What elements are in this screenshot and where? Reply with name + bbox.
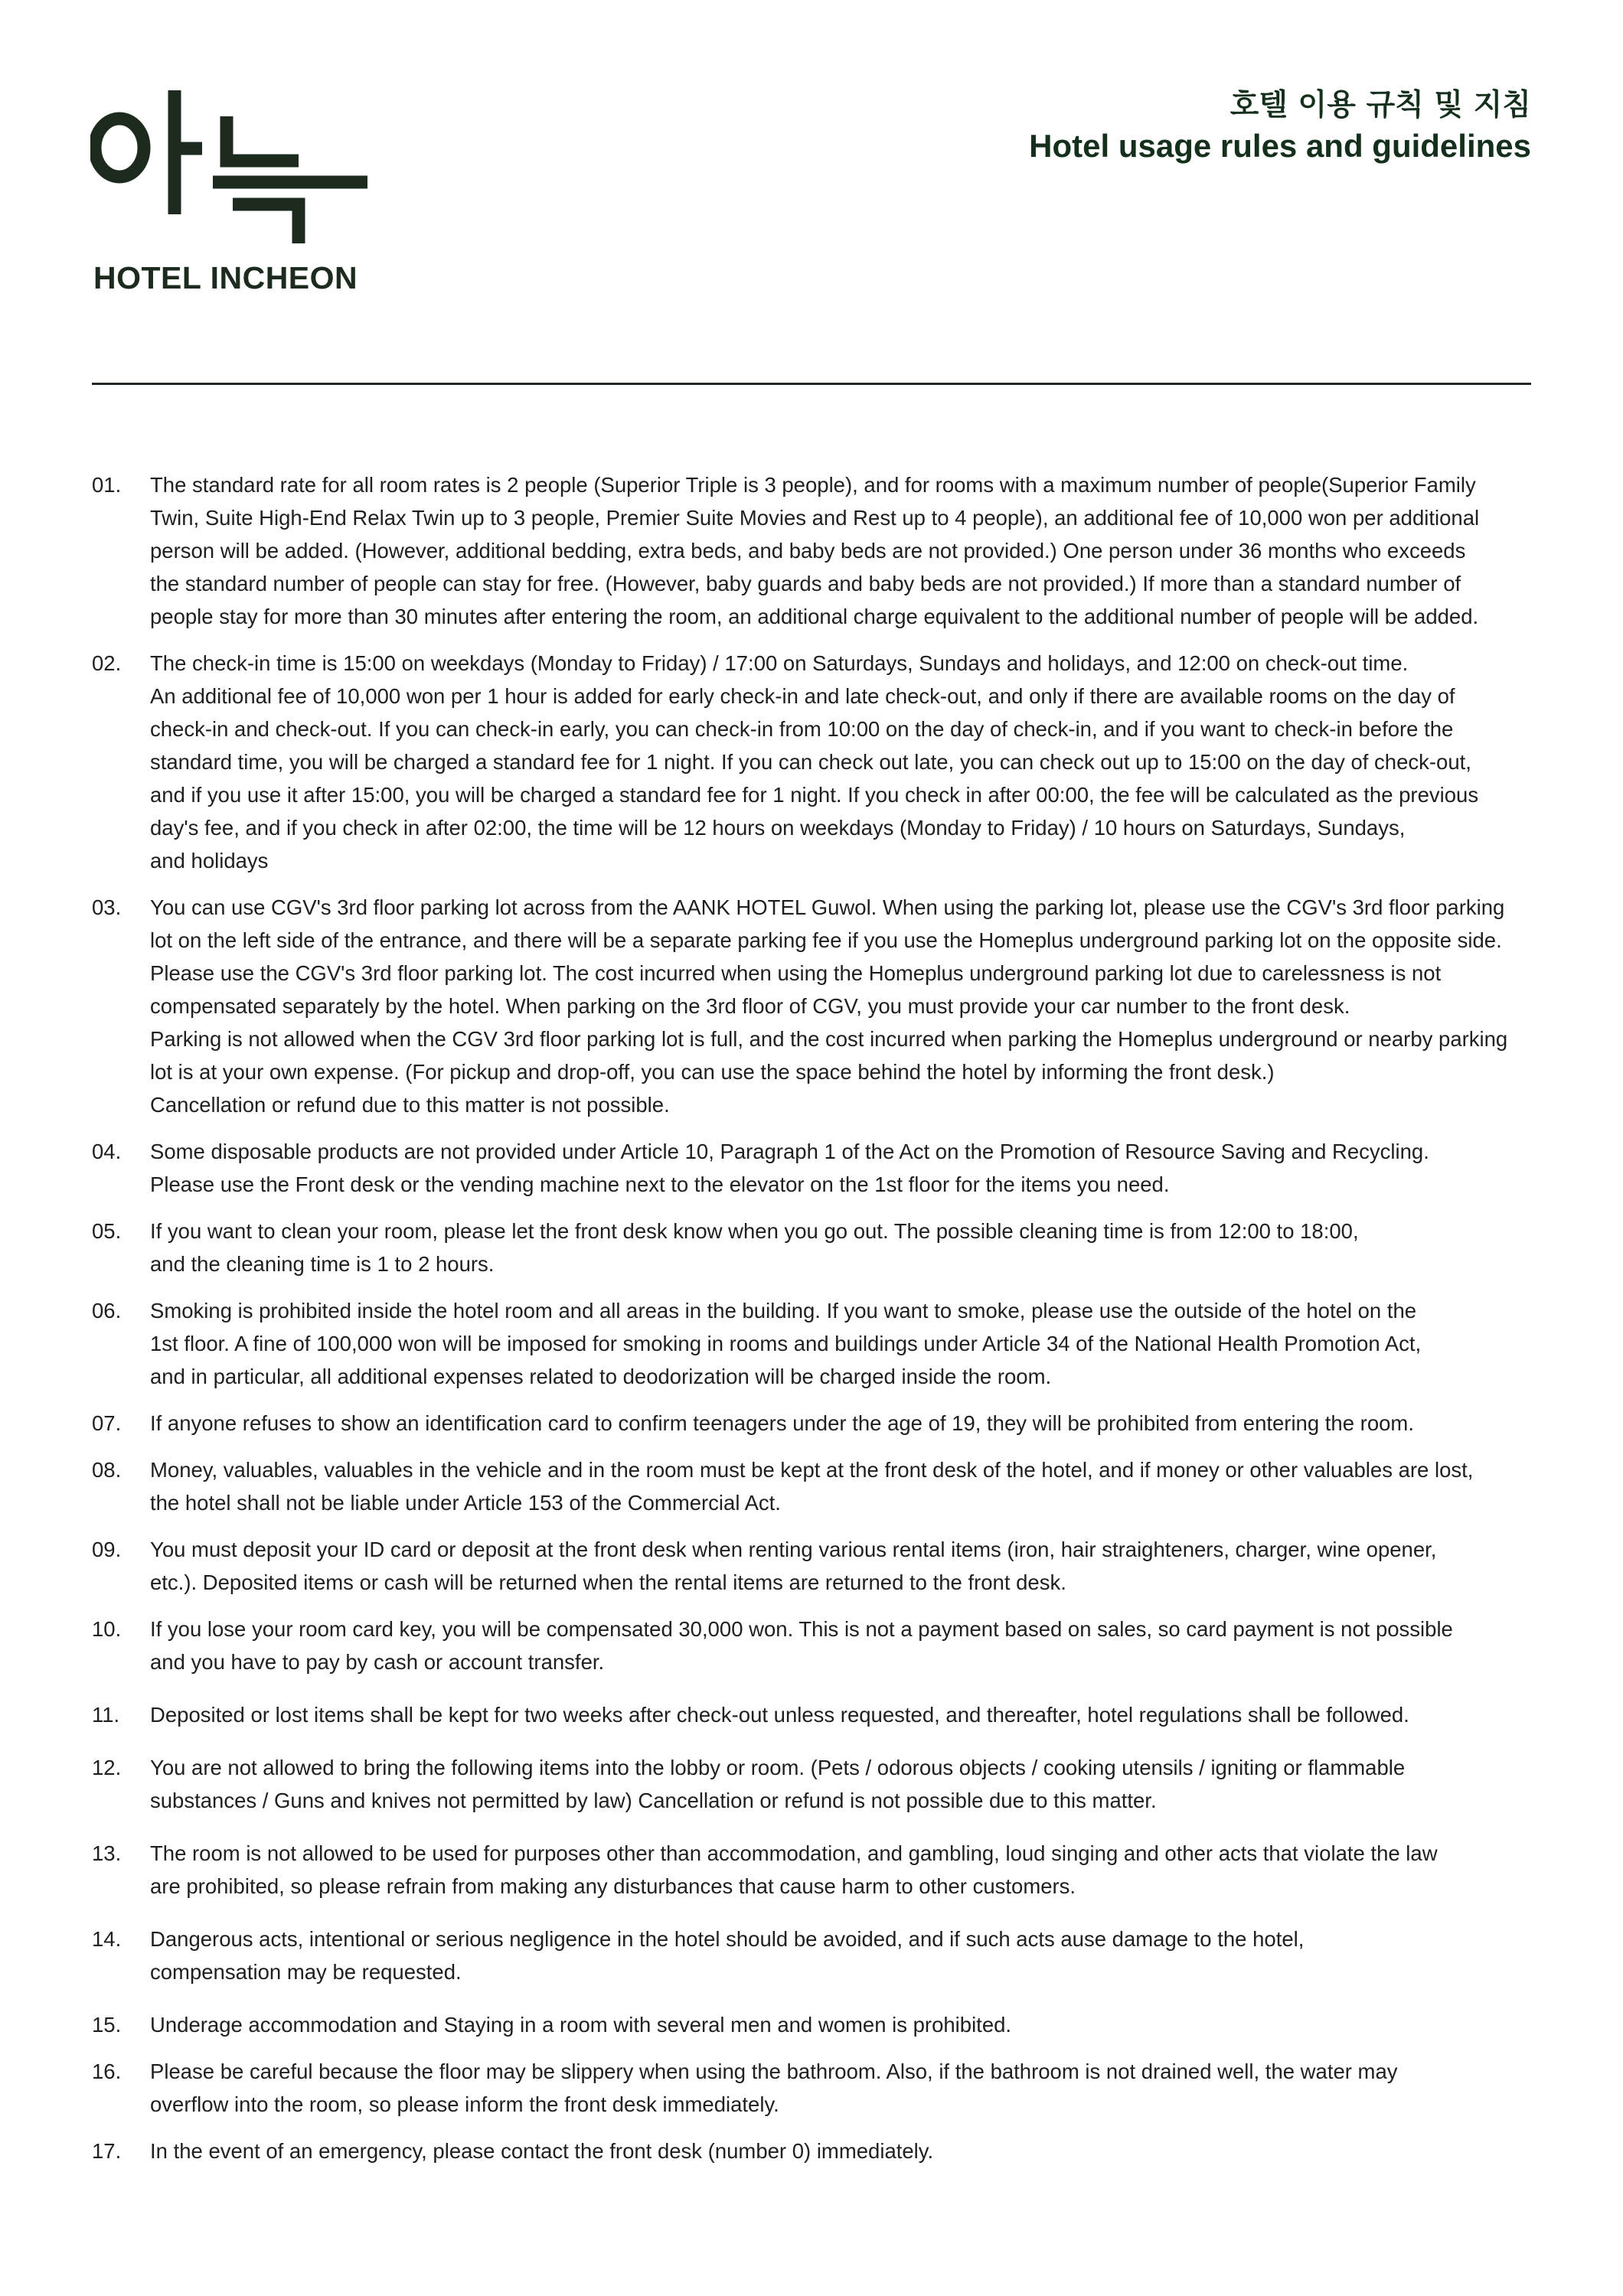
rule-text-line: If you lose your room card key, you will be compensated 30,000 won. This is not a payment based on sales, so card payment is not possible bbox=[150, 1617, 1453, 1641]
rule-text bbox=[150, 1294, 1569, 1393]
rule-number: 09. bbox=[92, 1538, 122, 1561]
rule-text-line: lot is at your own expense. (For pickup and drop-off, you can use the space behind the hotel by informing the front desk.) bbox=[150, 1060, 1275, 1084]
document-title bbox=[1029, 86, 1531, 167]
rule-text bbox=[150, 1453, 1569, 1519]
rule-text bbox=[150, 1837, 1569, 1903]
rule-text-line: compensation may be requested. bbox=[150, 1960, 462, 1984]
rule-number: 07. bbox=[92, 1411, 122, 1435]
rule-number: 01. bbox=[92, 473, 122, 497]
rule-text-line: and you have to pay by cash or account transfer. bbox=[150, 1650, 605, 1674]
rule-item bbox=[92, 1837, 1569, 1903]
rule-text bbox=[150, 2008, 1569, 2041]
hotel-logo bbox=[90, 84, 381, 295]
rule-text-line: You must deposit your ID card or deposit at the front desk when renting various rental items (iron, hair straighteners, charger, wine opener, bbox=[150, 1538, 1437, 1561]
rule-number: 12. bbox=[92, 1756, 122, 1779]
rule-text bbox=[150, 1135, 1569, 1201]
rule-text bbox=[150, 2055, 1569, 2121]
rule-text-line: You can use CGV's 3rd floor parking lot across from the AANK HOTEL Guwol. When using the parking lot, please use the CGV's 3rd floor parking bbox=[150, 895, 1505, 919]
rule-number: 17. bbox=[92, 2139, 122, 2163]
rule-text-line: lot on the left side of the entrance, and there will be a separate parking fee if you use the Homeplus underground parking lot on the opposite side. bbox=[150, 928, 1502, 952]
aneuk-logo-mark bbox=[90, 84, 381, 253]
rule-number: 06. bbox=[92, 1299, 122, 1322]
rule-number: 08. bbox=[92, 1458, 122, 1482]
rule-item bbox=[92, 1751, 1569, 1817]
rule-text-line: Twin, Suite High-End Relax Twin up to 3 people, Premier Suite Movies and Rest up to 4 people), an additional fee of 10,000 won per additional bbox=[150, 506, 1480, 530]
rule-item bbox=[92, 1453, 1569, 1519]
rule-text-line: the hotel shall not be liable under Article 153 of the Commercial Act. bbox=[150, 1491, 781, 1515]
rule-item bbox=[92, 2135, 1569, 2167]
rule-text-line: Please use the Front desk or the vending machine next to the elevator on the 1st floor for the items you need. bbox=[150, 1172, 1170, 1196]
rule-text-line: Please be careful because the floor may be slippery when using the bathroom. Also, if the bathroom is not drained well, the water may bbox=[150, 2060, 1398, 2083]
rule-text-line: If anyone refuses to show an identification card to confirm teenagers under the age of 19, they will be prohibited from entering the room. bbox=[150, 1411, 1414, 1435]
rule-text-line: standard time, you will be charged a standard fee for 1 night. If you can check out late, you can check out up to 15:00 on the day of check-out, bbox=[150, 750, 1471, 774]
rule-number: 14. bbox=[92, 1927, 122, 1951]
rule-text-line: Please use the CGV's 3rd floor parking lot. The cost incurred when using the Homeplus underground parking lot due to carelessness is not bbox=[150, 961, 1442, 985]
rule-text-line: people stay for more than 30 minutes after entering the room, an additional charge equivalent to the additional number of people will be added. bbox=[150, 605, 1479, 628]
rule-text-line: Money, valuables, valuables in the vehicle and in the room must be kept at the front desk of the hotel, and if money or other valuables are lost, bbox=[150, 1458, 1474, 1482]
rule-item bbox=[92, 1407, 1569, 1440]
rule-text-line: Smoking is prohibited inside the hotel room and all areas in the building. If you want to smoke, please use the outside of the hotel on the bbox=[150, 1299, 1417, 1322]
rules-list bbox=[92, 468, 1569, 2181]
rule-item bbox=[92, 468, 1569, 633]
rule-text-line: An additional fee of 10,000 won per 1 hour is added for early check-in and late check-out, and only if there are available rooms on the day of bbox=[150, 684, 1455, 708]
rule-item bbox=[92, 1533, 1569, 1599]
rule-item bbox=[92, 2008, 1569, 2041]
rule-text-line: compensated separately by the hotel. When parking on the 3rd floor of CGV, you must provide your car number to the front desk. bbox=[150, 994, 1350, 1018]
rule-item bbox=[92, 1613, 1569, 1678]
rule-item bbox=[92, 891, 1569, 1121]
rule-number: 03. bbox=[92, 895, 122, 919]
rule-number: 16. bbox=[92, 2060, 122, 2083]
rule-text-line: Some disposable products are not provided under Article 10, Paragraph 1 of the Act on the Promotion of Resource Saving and Recycling. bbox=[150, 1140, 1429, 1163]
rule-number: 11. bbox=[92, 1703, 120, 1727]
rule-number: 04. bbox=[92, 1140, 122, 1163]
rule-text-line: In the event of an emergency, please contact the front desk (number 0) immediately. bbox=[150, 2139, 934, 2163]
rule-text-line: overflow into the room, so please inform the front desk immediately. bbox=[150, 2092, 779, 2116]
rule-item bbox=[92, 1698, 1569, 1731]
rule-item bbox=[92, 1135, 1569, 1201]
rule-text bbox=[150, 1698, 1569, 1731]
rule-text-line: You are not allowed to bring the following items into the lobby or room. (Pets / odorous objects / cooking utensils / igniting or flammable bbox=[150, 1756, 1406, 1779]
rule-text-line: substances / Guns and knives not permitted by law) Cancellation or refund is not possible due to this matter. bbox=[150, 1789, 1157, 1812]
rule-item bbox=[92, 1923, 1569, 1988]
rule-text-line: and holidays bbox=[150, 849, 269, 872]
rule-text-line: Dangerous acts, intentional or serious negligence in the hotel should be avoided, and if such acts ause damage to the hotel, bbox=[150, 1927, 1305, 1951]
hotel-name: HOTEL INCHEON bbox=[93, 260, 358, 295]
rule-text bbox=[150, 1215, 1569, 1280]
rule-text bbox=[150, 1613, 1569, 1678]
rule-text-line: check-in and check-out. If you can check-in early, you can check-in from 10:00 on the day of check-in, and if you want to check-in before the bbox=[150, 717, 1454, 741]
rule-text-line: are prohibited, so please refrain from making any disturbances that cause harm to other customers. bbox=[150, 1874, 1076, 1898]
rule-text bbox=[150, 647, 1569, 877]
rule-number: 05. bbox=[92, 1219, 122, 1243]
rule-text-line: The standard rate for all room rates is 2 people (Superior Triple is 3 people), and for rooms with a maximum number of people(Superior Family bbox=[150, 473, 1476, 497]
rule-text-line: and if you use it after 15:00, you will be charged a standard fee for 1 night. If you check in after 00:00, the fee will be calculated as the previous bbox=[150, 783, 1479, 807]
rule-number: 15. bbox=[92, 2013, 122, 2037]
rule-text-line: and in particular, all additional expenses related to deodorization will be charged inside the room. bbox=[150, 1365, 1052, 1388]
rule-text-line: The check-in time is 15:00 on weekdays (Monday to Friday) / 17:00 on Saturdays, Sundays and holidays, and 12:00 on check-out time. bbox=[150, 651, 1409, 675]
title-english: Hotel usage rules and guidelines bbox=[1029, 128, 1531, 164]
rule-text-line: The room is not allowed to be used for purposes other than accommodation, and gambling, loud singing and other acts that violate the law bbox=[150, 1841, 1438, 1865]
header-divider bbox=[92, 383, 1531, 385]
rule-text bbox=[150, 468, 1569, 633]
rule-text bbox=[150, 2135, 1569, 2167]
rule-text-line: Cancellation or refund due to this matter is not possible. bbox=[150, 1093, 670, 1117]
rule-text-line: Parking is not allowed when the CGV 3rd floor parking lot is full, and the cost incurred when parking the Homeplus underground or nearby parking bbox=[150, 1027, 1508, 1051]
rule-text-line: day's fee, and if you check in after 02:00, the time will be 12 hours on weekdays (Monday to Friday) / 10 hours on Saturdays, Sundays, bbox=[150, 816, 1406, 840]
rule-text bbox=[150, 1751, 1569, 1817]
rule-item bbox=[92, 2055, 1569, 2121]
rule-text-line: person will be added. (However, additional bedding, extra beds, and baby beds are not provided.) One person under 36 months who exceeds bbox=[150, 539, 1466, 563]
title-korean: 호텔 이용 규칙 및 지침 bbox=[1229, 88, 1531, 122]
rule-text bbox=[150, 1407, 1569, 1440]
rule-text bbox=[150, 1923, 1569, 1988]
rule-text-line: etc.). Deposited items or cash will be returned when the rental items are returned to the front desk. bbox=[150, 1570, 1066, 1594]
rule-text-line: Underage accommodation and Staying in a room with several men and women is prohibited. bbox=[150, 2013, 1012, 2037]
rule-item bbox=[92, 1215, 1569, 1280]
rule-text bbox=[150, 891, 1569, 1121]
rule-item bbox=[92, 1294, 1569, 1393]
rule-text-line: and the cleaning time is 1 to 2 hours. bbox=[150, 1252, 495, 1276]
rule-number: 02. bbox=[92, 651, 122, 675]
rule-text-line: the standard number of people can stay for free. (However, baby guards and baby beds are not provided.) If more than a standard number of bbox=[150, 572, 1461, 595]
rule-text-line: 1st floor. A fine of 100,000 won will be imposed for smoking in rooms and buildings under Article 34 of the National Health Promotion Act, bbox=[150, 1332, 1422, 1355]
rule-text bbox=[150, 1533, 1569, 1599]
rule-text-line: Deposited or lost items shall be kept for two weeks after check-out unless requested, and thereafter, hotel regulations shall be followed. bbox=[150, 1703, 1409, 1727]
rule-item bbox=[92, 647, 1569, 877]
rule-number: 10. bbox=[92, 1617, 122, 1641]
rule-number: 13. bbox=[92, 1841, 122, 1865]
rule-text-line: If you want to clean your room, please let the front desk know when you go out. The possible cleaning time is from 12:00 to 18:00, bbox=[150, 1219, 1359, 1243]
